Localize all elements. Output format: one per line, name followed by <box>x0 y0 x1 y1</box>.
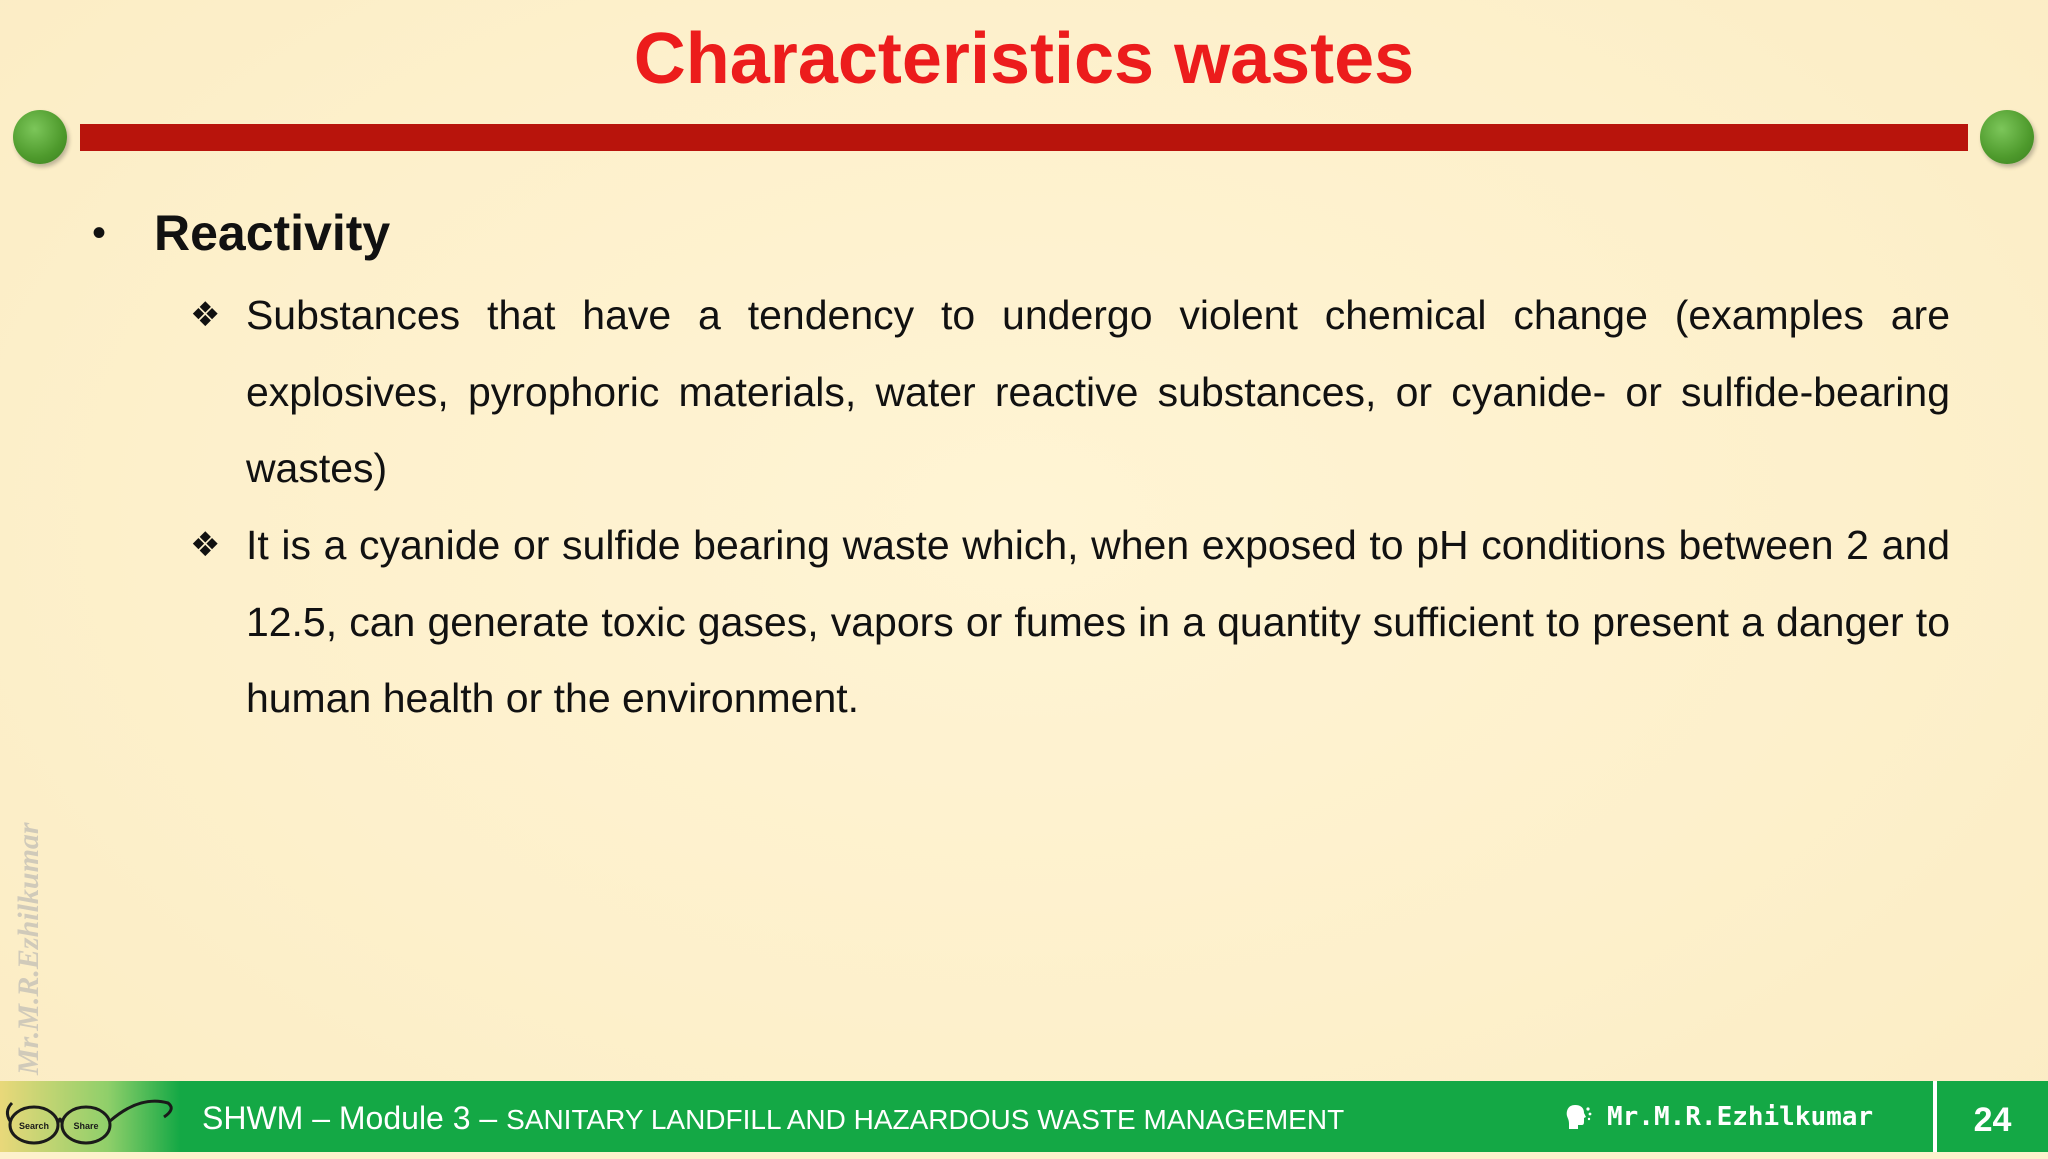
slide-title: Characteristics wastes <box>633 19 1415 99</box>
course-prefix: SHWM – Module 3 – <box>202 1100 507 1136</box>
four-diamond-icon: ❖ <box>190 295 221 335</box>
logo-word: Share <box>73 1121 99 1131</box>
footer-author <box>1563 1081 1873 1152</box>
list-item-text: It is a cyanide or sulfide bearing waste which, when exposed to pH conditions between 2 and 12.5, can generate toxic gases, vapors or fumes in a quantity sufficient to present a danger to human health or the environment. <box>245 522 1950 721</box>
section-heading <box>92 198 390 268</box>
author-name: Mr.M.R.Ezhilkumar <box>1607 1101 1874 1132</box>
author-watermark: Mr.M.R.Ezhilkumar <box>12 822 45 1075</box>
course-footer-text <box>202 1081 1344 1152</box>
green-circle-icon <box>1980 110 2034 164</box>
head-profile-icon <box>1563 1102 1593 1132</box>
course-title: SANITARY LANDFILL AND HAZARDOUS WASTE MANAGEMENT <box>506 1104 1345 1135</box>
title-divider-bar <box>80 124 1968 151</box>
spectacles-logo-icon <box>0 1081 180 1152</box>
list-item <box>190 277 1950 507</box>
green-circle-icon <box>13 110 67 164</box>
four-diamond-icon: ❖ <box>190 525 221 565</box>
bullet-icon: • <box>92 210 107 255</box>
list-item <box>190 507 1950 737</box>
logo-word: Search <box>18 1121 50 1131</box>
list-item-text: Substances that have a tendency to undergo violent chemical change (examples are explosives, pyrophoric materials, water reactive substances, or cyanide- or sulfide-bearing wastes) <box>245 292 1950 491</box>
page-number: 24 <box>1933 1081 2048 1152</box>
footer-bar <box>0 1081 2048 1152</box>
heading-text: Reactivity <box>154 205 391 261</box>
